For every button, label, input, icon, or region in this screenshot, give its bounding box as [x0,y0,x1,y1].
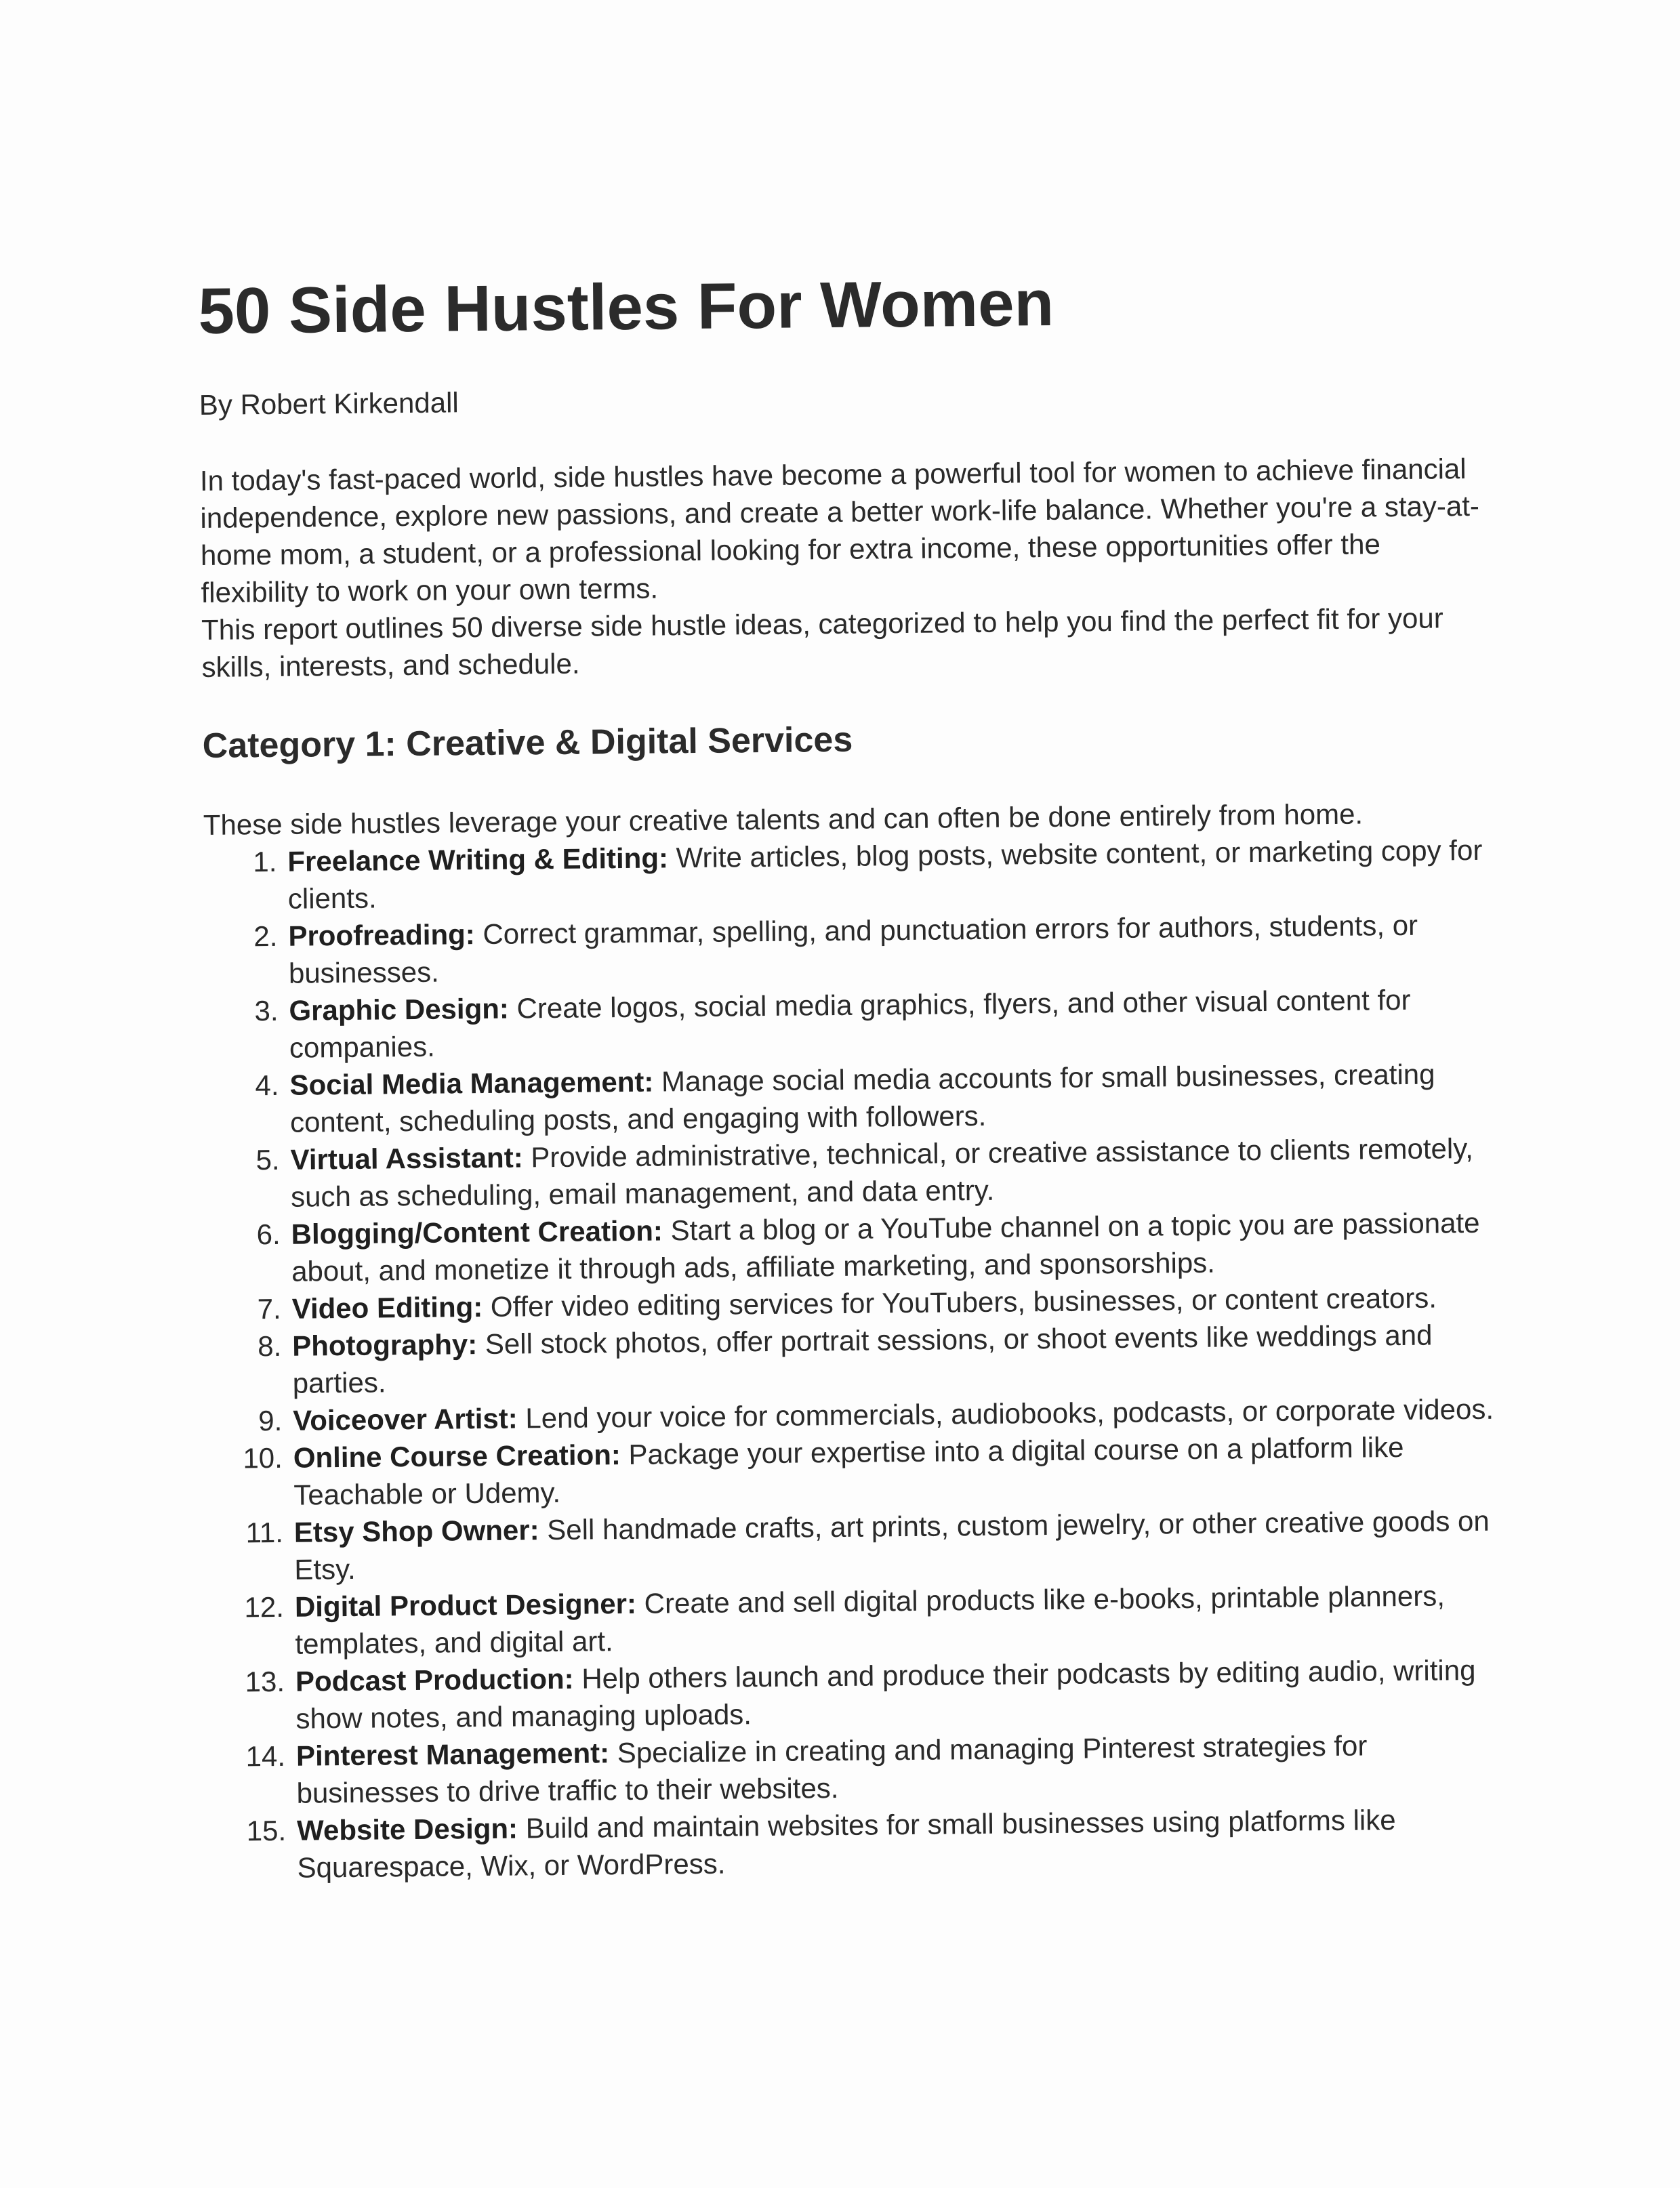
author-byline: By Robert Kirkendall [199,386,459,421]
list-item-term: Digital Product Designer: [294,1587,637,1623]
list-item-description: Provide administrative, technical, or creative assistance to clients remotely, such as scheduling, email management, and data entry. [290,1132,1473,1213]
intro-section [200,450,1490,686]
list-item-number: 3. [254,994,279,1027]
list-item-number: 7. [257,1292,281,1325]
list-item-term: Pinterest Management: [295,1737,610,1772]
list-item [213,1800,1501,1887]
intro-paragraph: This report outlines 50 diverse side hustle ideas, categorized to help you find the perfect fit for your skills, interests, and schedule. [201,602,1443,683]
list-item-number: 13. [245,1665,285,1698]
list-item-number: 11. [245,1516,284,1549]
list-item-term: Voiceover Artist: [293,1402,518,1437]
list-item [207,1204,1495,1291]
list-item-number: 6. [256,1218,281,1251]
list-item-description: Create and sell digital products like e-books, printable planners, templates, and digital art. [295,1580,1446,1660]
list-item [203,831,1492,918]
list-item-term: Freelance Writing & Editing: [287,842,669,878]
list-item-number: 12. [244,1590,285,1624]
list-item-description: Help others launch and produce their podcasts by editing audio, writing show notes, and managing uploads. [295,1653,1476,1735]
list-item-term: Graphic Design: [289,992,510,1027]
document-title: 50 Side Hustles For Women [198,266,1054,348]
list-item [205,981,1493,1067]
list-item-description: Correct grammar, spelling, and punctuation errors for authors, students, or businesses. [288,909,1418,989]
list-item [206,1130,1494,1216]
hustle-list [203,831,1501,1887]
list-item [208,1316,1496,1403]
category-intro: These side hustles leverage your creative talents and can often be done entirely from home. [203,798,1364,841]
category-heading: Category 1: Creative & Digital Services [202,720,853,766]
list-item-description: Offer video editing services for YouTubers, businesses, or content creators. [483,1281,1437,1323]
document-body [198,259,1501,1887]
list-item-number: 10. [243,1441,283,1474]
list-item-number: 9. [258,1404,283,1437]
list-item-term: Etsy Shop Owner: [293,1514,539,1548]
list-item-description: Write articles, blog posts, website content, or marketing copy for clients. [287,833,1483,915]
list-item-term: Blogging/Content Creation: [291,1214,663,1250]
list-item-number: 15. [246,1814,287,1847]
list-item [209,1428,1498,1514]
list-item-description: Lend your voice for commercials, audiobooks, podcasts, or corporate videos. [517,1392,1494,1434]
list-item-number: 2. [253,920,278,953]
list-item [211,1651,1500,1738]
list-item-number: 8. [257,1329,282,1363]
list-item-term: Website Design: [296,1812,518,1846]
list-item-term: Online Course Creation: [293,1439,621,1474]
list-item-term: Proofreading: [288,918,475,952]
list-item-number: 5. [255,1143,280,1176]
list-item-description: Specialize in creating and managing Pinterest strategies for businesses to drive traffic to their websites. [296,1729,1368,1809]
list-item-number: 4. [255,1069,279,1102]
list-item-description: Manage social media accounts for small businesses, creating content, scheduling posts, and engaging with followers. [289,1058,1435,1138]
list-item [210,1502,1498,1589]
list-item [212,1726,1500,1813]
list-item-description: Sell handmade crafts, art prints, custom jewelry, or other creative goods on Etsy. [294,1504,1490,1586]
list-item-term: Podcast Production: [295,1662,574,1697]
list-item-term: Photography: [292,1328,478,1362]
list-item-term: Virtual Assistant: [290,1141,523,1176]
list-item [205,1055,1494,1142]
list-item-description: Package your expertise into a digital course on a platform like Teachable or Udemy. [293,1431,1404,1511]
intro-paragraph: In today's fast-paced world, side hustles have become a powerful tool for women to achieve financial independence, explore new passions, and create a better work-life balance. Whether you're a stay-at-home mom, a student, or a professional looking for extra income, these opportunities offer the flexibility to work on your own terms. [199,453,1480,608]
list-item-description: Build and maintain websites for small businesses using platforms like Squarespace, Wix, or WordPress. [297,1804,1396,1884]
list-item-term: Video Editing: [291,1291,483,1325]
list-item [211,1577,1499,1664]
list-item-term: Social Media Management: [289,1065,654,1101]
list-item-description: Create logos, social media graphics, flyers, and other visual content for companies. [289,983,1411,1064]
list-item-description: Sell stock photos, offer portrait sessions, or shoot events like weddings and parties. [292,1319,1433,1399]
list-item-description: Start a blog or a YouTube channel on a topic you are passionate about, and monetize it through ads, affiliate marketing, and sponsorships. [291,1206,1480,1287]
list-item [204,906,1492,993]
list-item-number: 1. [253,845,277,878]
list-item-number: 14. [245,1739,286,1773]
